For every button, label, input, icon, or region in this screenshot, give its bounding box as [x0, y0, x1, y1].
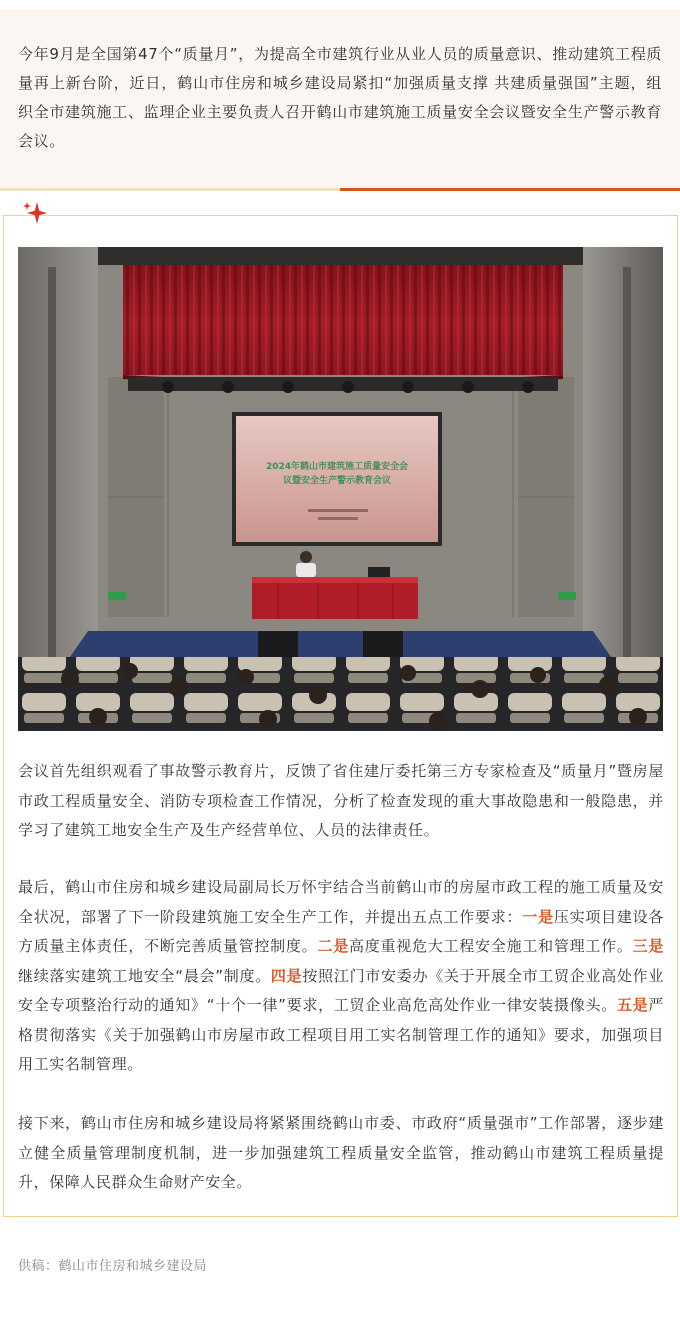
point-5-label: 五是	[616, 996, 649, 1014]
point-3-text: 继续落实建筑工地安全“晨会”制度。	[18, 966, 271, 985]
meeting-photo	[18, 247, 663, 731]
point-2-text: 高度重视危大工程安全施工和管理工作。	[348, 937, 633, 955]
divider-left-segment	[0, 188, 340, 191]
point-2-label: 二是	[317, 937, 349, 955]
requirements-lead: 最后，鹤山市住房和城乡建设局副局长万怀宇结合当前鹤山市的房屋市政工程的施工质量及安全状况，部署了下一阶段建筑施工安全生产工作，并提出五点工作要求：	[18, 878, 664, 926]
paragraph-meeting-content: 会议首先组织观看了事故警示教育片，反馈了省住建厅委托第三方专家检查及“质量月”暨房屋市政工程质量安全、消防专项检查工作情况，分析了检查发现的重大事故隐患和一般隐患，并学习了建筑工地安全生产及生产经营单位、人员的法律责任。	[18, 762, 664, 839]
section-divider	[0, 188, 680, 191]
divider-right-segment	[340, 188, 680, 191]
point-1-label: 一是	[522, 907, 554, 926]
paragraph-work-requirements	[18, 873, 664, 1080]
point-3-label: 三是	[632, 937, 665, 955]
intro-block	[0, 10, 680, 188]
point-4-text: 按照江门市安委办《关于开展全市工贸企业高处作业安全专项整治行动的通知》“十个一律”要求，工贸企业高危高处作业一律安装摄像头。	[18, 966, 665, 1014]
credit-line: 供稿：鹤山市住房和城乡建设局	[18, 1259, 208, 1274]
intro-text: 今年9月是全国第47个“质量月”，为提高全市建筑行业从业人员的质量意识、推动建筑工程质量再上新台阶，近日，鹤山市住房和城乡建设局紧扣“加强质量支撑 共建质量强国”主题，组织全市建筑施工、监理企业主要负责人召开鹤山市建筑施工质量安全会议暨安全生产警示教育会议。	[18, 45, 662, 150]
paragraph-next-steps: 接下来，鹤山市住房和城乡建设局将紧紧围绕鹤山市委、市政府“质量强市”工作部署，逐步建立健全质量管理制度机制，进一步加强建筑工程质量安全监管，推动鹤山市建筑工程质量提升，保障人民群众生命财产安全。	[18, 1114, 664, 1191]
point-4-label: 四是	[270, 966, 303, 985]
sparkle-icon	[22, 200, 48, 226]
point-5-text: 严格贯彻落实《关于加强鹤山市房屋市政工程项目用工实名制管理工作的通知》要求，加强项目用工实名制管理。	[18, 996, 665, 1073]
point-1-text: 压实项目建设各方质量主体责任，不断完善质量管控制度。	[18, 907, 665, 955]
screen-title-line1: 2024年鹤山市建筑施工质量安全会	[265, 462, 409, 472]
screen-title-line2: 议暨安全生产警示教育会议	[282, 476, 392, 486]
article-card	[3, 215, 678, 1217]
